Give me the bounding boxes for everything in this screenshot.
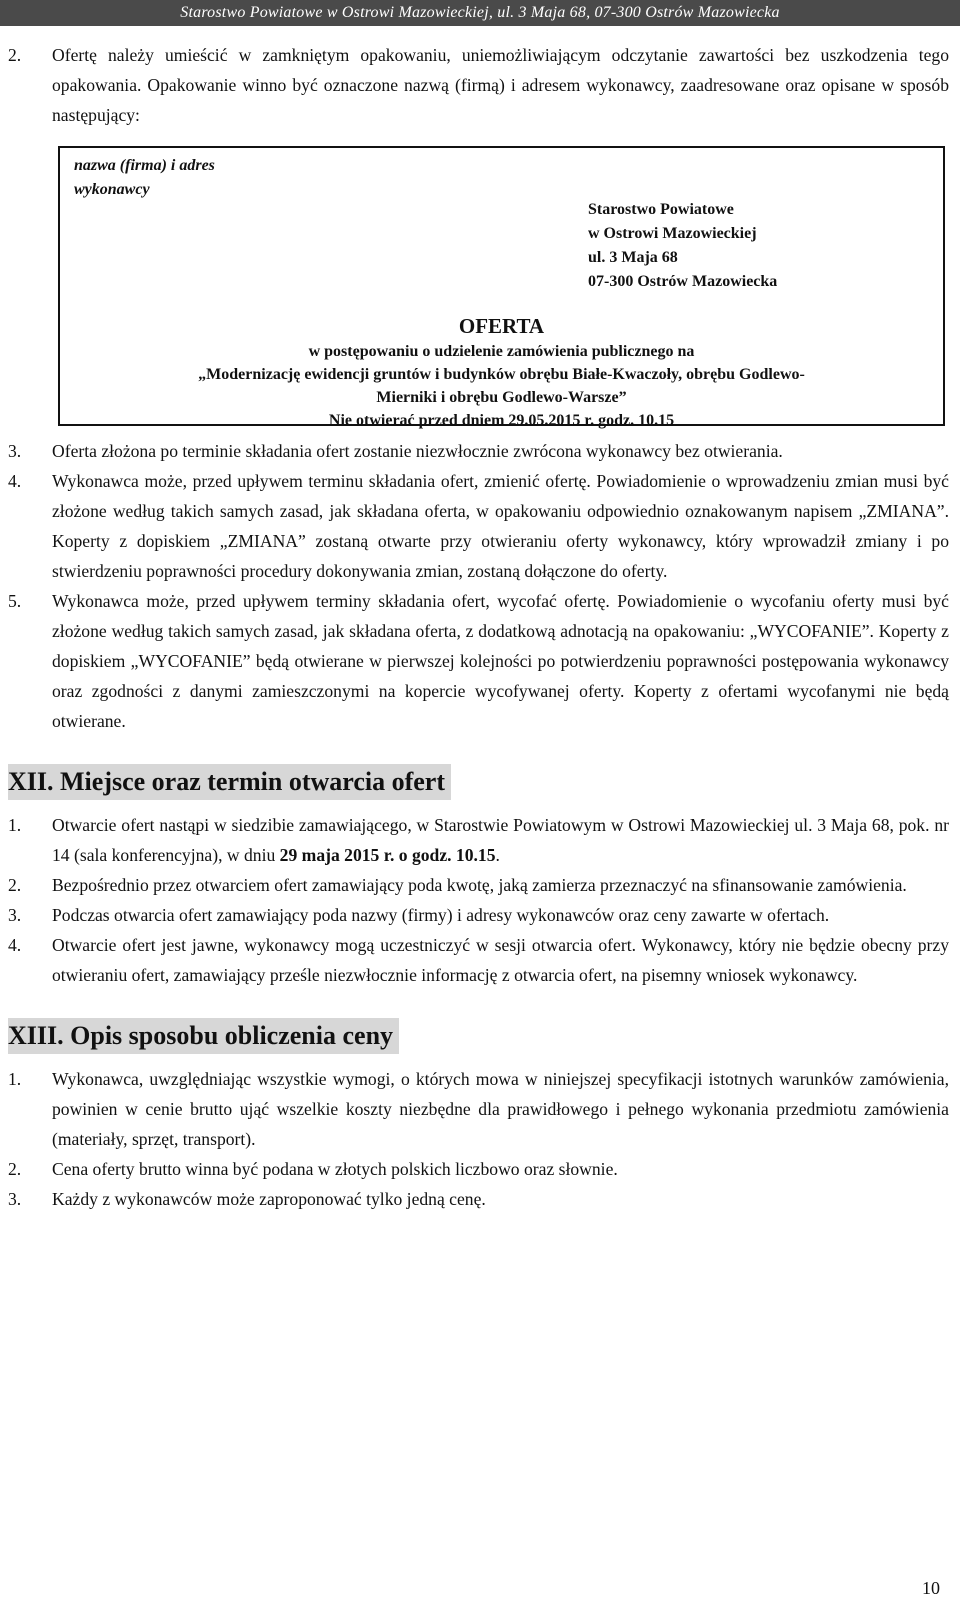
item-number: 3. — [8, 1189, 22, 1209]
item-number: 3. — [8, 441, 22, 461]
section-heading: XIII. Opis sposobu obliczenia ceny — [8, 1018, 399, 1054]
list-item — [8, 1184, 953, 1214]
item-text: Ofertę należy umieścić w zamkniętym opakowaniu, uniemożliwiającym odczytanie zawartości bez uszkodzenia tego opakowania. Opakowanie winno być oznaczone nazwą (firmą) i adresem wykonawcy, zaadresowane oraz opisane w sposób następujący: — [52, 45, 949, 125]
item-number: 5. — [8, 591, 22, 611]
item-number: 1. — [8, 1069, 22, 1089]
item-number: 2. — [8, 1159, 22, 1179]
envelope-sender-line: nazwa (firma) i adres — [74, 157, 215, 174]
list-item — [8, 870, 953, 900]
item-text: Wykonawca, uwzględniając wszystkie wymogi, o których mowa w niniejszej specyfikacji istotnych warunków zamówienia, powinien w cenie brutto ująć wszelkie koszty niezbędne dla prawidłowego i pełnego wykonania przedmiotu zamówienia (materiały, sprzęt, transport). — [52, 1069, 949, 1149]
item-text: Każdy z wykonawców może zaproponować tylko jedną cenę. — [52, 1189, 486, 1209]
envelope-deadline: Nie otwierać przed dniem 29.05.2015 r. godz. 10.15 — [328, 412, 675, 429]
page-header: Starostwo Powiatowe w Ostrowi Mazowieckiej, ul. 3 Maja 68, 07-300 Ostrów Mazowiecka — [0, 0, 960, 26]
envelope-sender-line: wykonawcy — [74, 181, 150, 198]
section-xiii — [8, 1018, 953, 1054]
addressee-line: Starostwo Powiatowe — [588, 201, 734, 218]
item-number: 4. — [8, 471, 22, 491]
list-item — [8, 586, 953, 736]
envelope-line: „Modernizację ewidencji gruntów i budynków obrębu Białe-Kwaczoły, obrębu Godlewo- — [198, 366, 805, 383]
list-item — [8, 436, 953, 466]
envelope-sender — [74, 154, 215, 202]
page-number: 10 — [922, 1578, 940, 1598]
item-number: 2. — [8, 45, 22, 65]
envelope-addressee — [588, 198, 777, 294]
list-item — [8, 900, 953, 930]
item-text-part: . — [495, 845, 500, 865]
list-item — [8, 466, 953, 586]
item-text-part: Otwarcie ofert nastąpi w siedzibie zamawiającego, w Starostwie Powiatowym w Ostrowi Mazowieckiej ul. 3 Maja 68, pok. nr 14 (sala konferencyjna), w dniu — [52, 815, 949, 865]
list-item — [8, 1154, 953, 1184]
item-text: Oferta złożona po terminie składania ofert zostanie niezwłocznie zwrócona wykonawcy bez otwierania. — [52, 441, 783, 461]
envelope-line: w postępowaniu o udzielenie zamówienia publicznego na — [308, 343, 695, 360]
item-number: 4. — [8, 935, 22, 955]
list-item — [8, 1064, 953, 1154]
item-text: Wykonawca może, przed upływem terminy składania ofert, wycofać ofertę. Powiadomienie o wycofaniu oferty musi być złożone według takich samych zasad, jak składana oferta, z dodatkową adnotacją na opakowaniu: „WYCOFANIE”. Koperty z dopiskiem „WYCOFANIE” będą otwierane w pierwszej kolejności po potwierdzeniu poprawności postępowania wykonawcy oraz zgodności z danymi zamieszczonymi na kopercie wycofywanej oferty. Koperty z ofertami wycofanymi nie będą otwierane. — [52, 591, 949, 731]
item-number: 3. — [8, 905, 22, 925]
item-number: 1. — [8, 815, 22, 835]
item-text: Otwarcie ofert jest jawne, wykonawcy mogą uczestniczyć w sesji otwarcia ofert. Wykonawcy, który nie będzie obecny przy otwieraniu ofert, zamawiający prześle niezwłocznie informację z otwarcia ofert, na pisemny wniosek wykonawcy. — [52, 935, 949, 985]
envelope-description — [60, 312, 943, 432]
section-xii — [8, 764, 953, 800]
envelope-title: OFERTA — [458, 314, 545, 338]
addressee-line: 07-300 Ostrów Mazowiecka — [588, 273, 778, 290]
item-text — [52, 810, 953, 870]
list-item — [8, 810, 953, 870]
document-body — [8, 40, 953, 1214]
envelope-line: Mierniki i obrębu Godlewo-Warsze” — [376, 389, 627, 406]
envelope-label-box — [58, 146, 945, 429]
addressee-line: w Ostrowi Mazowieckiej — [588, 225, 757, 242]
section-heading: XII. Miejsce oraz termin otwarcia ofert — [8, 764, 451, 800]
item-number: 2. — [8, 875, 22, 895]
item-text: Cena oferty brutto winna być podana w złotych polskich liczbowo oraz słownie. — [52, 1159, 618, 1179]
opening-date: 29 maja 2015 r. o godz. 10.15 — [279, 845, 496, 865]
item-text: Wykonawca może, przed upływem terminu składania ofert, zmienić ofertę. Powiadomienie o wprowadzeniu zmian musi być złożone według takich samych zasad, jak składana oferta, w opakowaniu odpowiednio oznakowanym napisem „ZMIANA”. Koperty z dopiskiem „ZMIANA” zostaną otwarte przy otwieraniu oferty wykonawcy, który wprowadził zmiany i po stwierdzeniu poprawności procedury dokonywania zmian, zostaną dołączone do oferty. — [52, 471, 949, 581]
addressee-line: ul. 3 Maja 68 — [588, 249, 678, 266]
item-text: Podczas otwarcia ofert zamawiający poda nazwy (firmy) i adresy wykonawców oraz ceny zawarte w ofertach. — [52, 905, 830, 925]
item-text: Bezpośrednio przez otwarciem ofert zamawiający poda kwotę, jaką zamierza przeznaczyć na sfinansowanie zamówienia. — [52, 875, 907, 895]
list-item — [8, 930, 953, 990]
list-item — [8, 40, 953, 130]
